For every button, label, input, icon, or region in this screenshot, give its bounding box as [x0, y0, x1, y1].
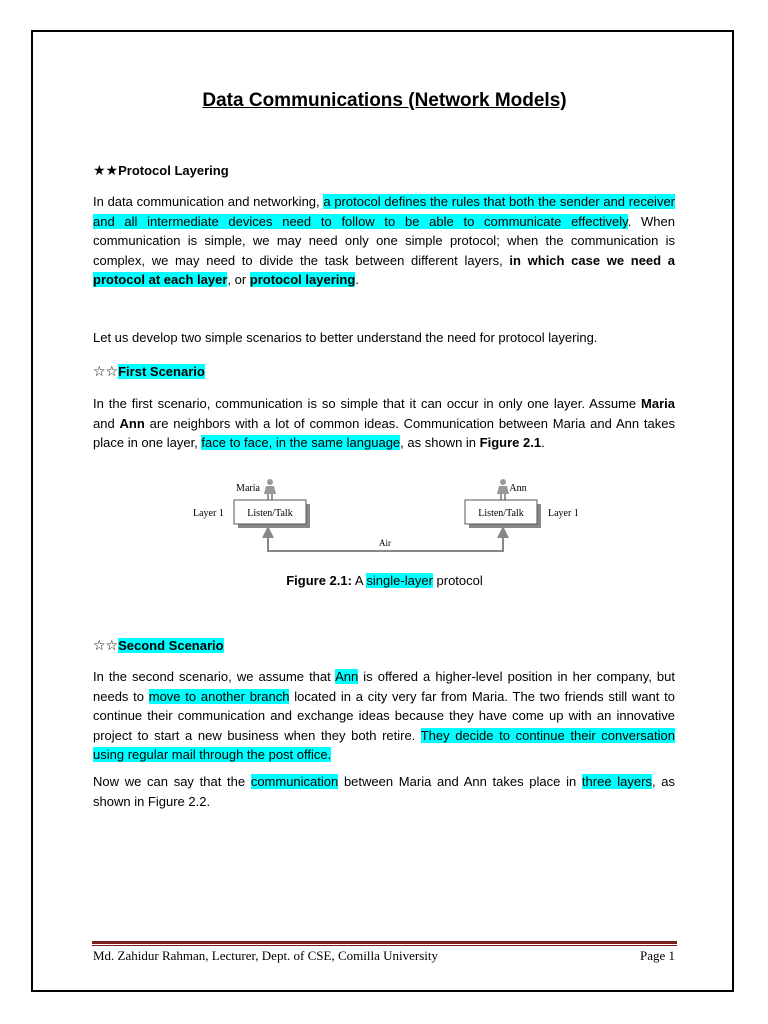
text-run: is offered a higher-level position in her company, but needs to: [93, 669, 675, 704]
bold-run: Figure 2.1: [479, 435, 542, 450]
text-run: In data communication and networking,: [93, 194, 324, 209]
footer-author: Md. Zahidur Rahman, Lecturer, Dept. of CSE, Comilla University: [93, 948, 438, 963]
outline-stars-icon: ☆☆: [93, 637, 119, 653]
heading-text: Protocol Layering: [118, 163, 229, 178]
text-run: Now we can say that the: [93, 774, 251, 789]
bold-run: in which case we need a: [509, 252, 676, 268]
text-run: In the second scenario, we assume that: [93, 669, 336, 684]
heading-text: Second Scenario: [118, 638, 224, 653]
text-run: .: [541, 435, 545, 450]
layer-label-left: Layer 1: [193, 508, 224, 519]
paragraph-intro-scenarios: Let us develop two simple scenarios to better understand the need for protocol layering.: [93, 330, 598, 345]
footer-rule-thin: [92, 945, 677, 946]
text-run: In the first scenario, communication is so simple that it can occur in only one layer. Assume: [93, 396, 642, 411]
highlight-run: They decide to continue their conversation using regular mail through the post office.: [93, 727, 675, 762]
layer-label-right: Layer 1: [548, 508, 579, 519]
text-run: are neighbors with a lot of common ideas. Communication between Maria and Ann takes place in one layer,: [93, 415, 675, 450]
box-label-left: Listen/Talk: [247, 508, 293, 519]
bold-run: Maria: [641, 396, 675, 411]
label-air: Air: [379, 538, 391, 548]
text-run: . When communication is simple, we may need only one simple protocol; when the communication is complex, we may need to divide the task between different layers,: [93, 213, 675, 268]
highlight-run: move to another branch: [148, 688, 290, 704]
figure-single-layer-protocol: [188, 474, 588, 564]
highlight-bold-run: protocol layering: [249, 272, 356, 287]
highlight-bold-run: protocol at each layer: [93, 272, 228, 287]
page-title: Data Communications (Network Models): [202, 90, 567, 111]
label-ann: Ann: [509, 483, 527, 494]
person-icon-ann: [497, 479, 509, 500]
footer-rule: [92, 941, 677, 944]
section-heading-second-scenario: [93, 637, 224, 654]
page-number: Page 1: [639, 948, 675, 963]
person-icon-maria: [264, 479, 276, 500]
heading-text: First Scenario: [118, 364, 205, 379]
text-run: , as shown in Figure 2.2.: [93, 774, 675, 809]
section-heading-protocol-layering: [93, 162, 229, 179]
figure-caption: [93, 573, 676, 588]
highlight-run: communication: [250, 774, 339, 789]
outline-stars-icon: ☆☆: [93, 363, 119, 379]
paragraph-first-scenario: [93, 394, 675, 453]
bold-run: Ann: [119, 415, 145, 431]
highlight-run: face to face, in the same language: [201, 435, 401, 450]
box-label-right: Listen/Talk: [478, 508, 524, 519]
caption-label: Figure 2.1:: [286, 573, 352, 588]
text-run: , or: [227, 272, 250, 287]
paragraph-protocol-layering: [93, 192, 675, 290]
text-run: , as shown in: [400, 435, 480, 450]
filled-stars-icon: ★★: [93, 162, 119, 178]
label-maria: Maria: [236, 483, 260, 494]
text-run: between Maria and Ann takes place in: [338, 774, 582, 789]
highlight-run: single-layer: [366, 573, 433, 588]
text-run: A: [351, 573, 367, 588]
paragraph-second-scenario: [93, 667, 675, 765]
highlight-run: three layers: [581, 774, 652, 789]
text-run: and: [93, 415, 120, 431]
text-run: located in a city very far from Maria. The two friends still want to continue their communication and exchange ideas because they have come up with an innovative project to start a new business when they both retire.: [93, 688, 675, 743]
paragraph-three-layers: [93, 772, 675, 811]
highlight-run: Ann: [335, 669, 359, 684]
text-run: .: [355, 272, 359, 287]
highlight-run: a protocol defines the rules that both the sender and receiver and all intermediate devices need to follow to be able to communicate effectively: [93, 194, 675, 229]
section-heading-first-scenario: [93, 363, 205, 380]
text-run: protocol: [432, 573, 483, 588]
